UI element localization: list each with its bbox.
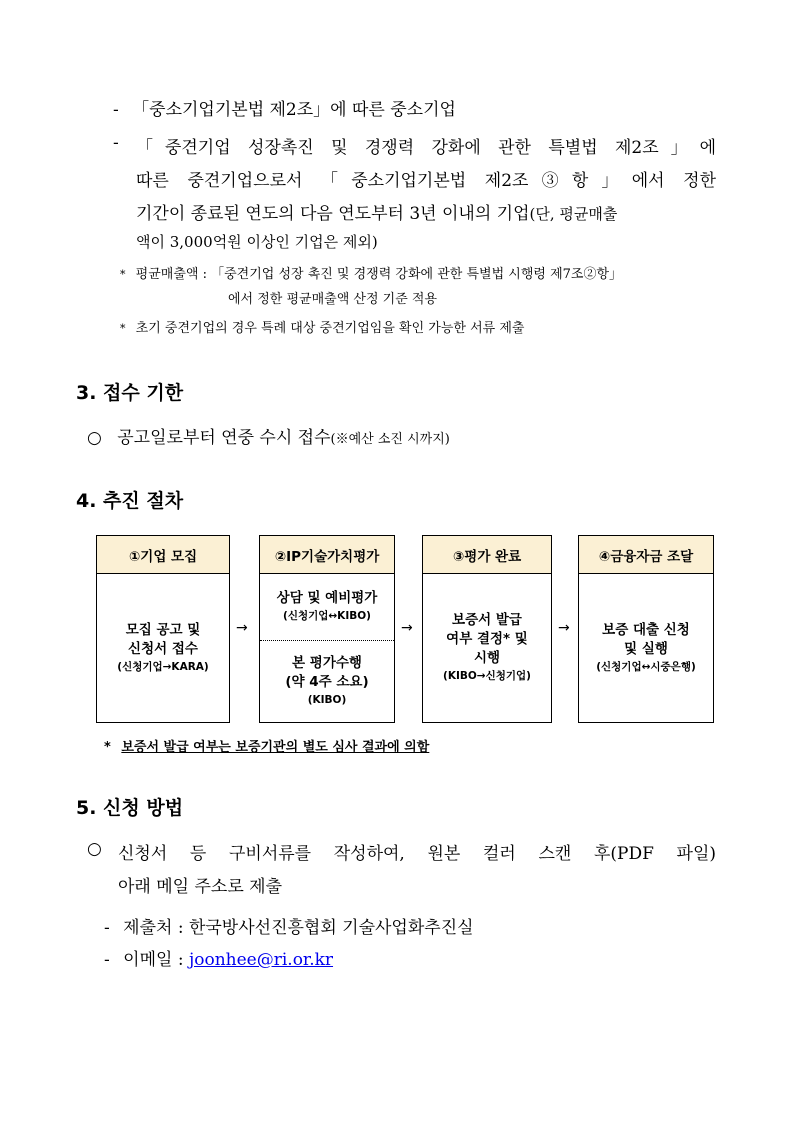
flow-arrow-icon: → <box>558 620 570 636</box>
email-row <box>104 945 333 970</box>
eligibility-item-2-line-2 <box>136 166 716 191</box>
list-dash: - <box>104 950 110 970</box>
step-1-line-2: 신청서 접수 <box>128 640 198 657</box>
section-3-heading: 3. 접수 기한 <box>76 382 184 404</box>
step-1-line-1: 모집 공고 및 <box>125 621 201 638</box>
step-3-line-1: 보증서 발급 <box>452 612 522 628</box>
step-3-body <box>423 573 551 722</box>
step-3-sub: (KIBO→신청기업) <box>443 670 531 682</box>
circle-bullet-icon: ○ <box>87 428 102 448</box>
step-4-line-2: 및 실행 <box>624 640 668 657</box>
step-3-title: ③평가 완료 <box>423 536 551 574</box>
note-2-text: 초기 중견기업의 경우 특례 대상 중견기업임을 확인 가능한 서류 제출 <box>135 321 525 336</box>
section-5-line-2: 아래 메일 주소로 제출 <box>118 877 283 897</box>
list-dash: - <box>113 133 119 153</box>
step-4-sub: (신청기업↔시중은행) <box>596 660 696 673</box>
footnote-asterisk: * <box>104 740 111 755</box>
step-3-line-2: 여부 결정* 및 <box>446 631 528 647</box>
step-3-box <box>422 535 552 723</box>
note-1-text: 평균매출액 : 「중견기업 성장 촉진 및 경쟁력 강화에 관한 특별법 시행령 제7조②항」 <box>135 267 623 282</box>
step-2-top-sub: (신청기업↔KIBO) <box>283 610 371 622</box>
eligibility-item-2-line-3 <box>136 199 617 224</box>
section-3-body: 공고일로부터 연중 수시 접수 <box>117 428 331 448</box>
eligibility-text-2c: 기간이 종료된 연도의 다음 연도부터 3년 이내의 기업 <box>136 204 530 224</box>
submit-to <box>104 913 474 938</box>
circle-bullet-icon: ○ <box>87 839 102 859</box>
step-2-bottom-sub: (KIBO) <box>307 694 347 706</box>
email-label: 이메일 : <box>123 950 189 970</box>
note-2 <box>120 317 524 336</box>
section-5-bullet <box>87 839 102 859</box>
step-2-box <box>259 535 395 723</box>
note-asterisk: * <box>120 268 126 281</box>
process-footnote <box>104 736 429 755</box>
section-5-text-1: 신청서 등 구비서류를 작성하여, 원본 컬러 스캔 후(PDF 파일) <box>118 844 716 864</box>
eligibility-item-2-line-1 <box>136 133 716 158</box>
step-2-bottom-line-2: (약 4주 소요) <box>285 674 369 690</box>
eligibility-text-2b: 따른 중견기업으로서 「중소기업기본법 제2조③항」에서 정한 <box>136 171 716 191</box>
note-1-line-2: 에서 정한 평균매출액 산정 기준 적용 <box>228 292 438 307</box>
step-1-sub: (신청기업→KARA) <box>117 660 209 673</box>
note-asterisk: * <box>120 322 126 335</box>
list-dash: - <box>113 100 119 120</box>
step-1-body <box>97 573 229 722</box>
note-1 <box>120 263 622 282</box>
step-3-line-3: 시행 <box>473 650 501 666</box>
eligibility-item-2-line-4: 액이 3,000억원 이상인 기업은 제외) <box>136 233 378 251</box>
section-5-heading: 5. 신청 방법 <box>76 797 184 819</box>
step-4-body <box>579 573 713 722</box>
eligibility-item-1 <box>113 95 456 120</box>
step-4-box <box>578 535 714 723</box>
step-2-title: ②IP기술가치평가 <box>260 536 394 574</box>
eligibility-text-2c-note: (단, 평균매출 <box>529 205 618 223</box>
step-2-bottom <box>260 640 394 722</box>
email-link[interactable]: joonhee@ri.or.kr <box>188 950 334 970</box>
step-4-line-1: 보증 대출 신청 <box>602 621 690 638</box>
flow-arrow-icon: → <box>236 620 248 636</box>
section-3-note: (※예산 소진 시까지) <box>330 432 450 447</box>
submit-to-text: 제출처 : 한국방사선진흥협회 기술사업화추진실 <box>123 918 474 938</box>
eligibility-item-2 <box>113 133 119 153</box>
step-1-title: ①기업 모집 <box>97 536 229 574</box>
eligibility-text-1: 「중소기업기본법 제2조」에 따른 중소기업 <box>132 100 456 120</box>
section-3-text <box>87 423 450 448</box>
step-2-top-line: 상담 및 예비평가 <box>276 590 378 606</box>
eligibility-text-2a: 「중견기업 성장촉진 및 경쟁력 강화에 관한 특별법 제2조」에 <box>136 138 716 158</box>
step-2-bottom-line-1: 본 평가수행 <box>292 655 362 671</box>
section-4-heading: 4. 추진 절차 <box>76 490 184 512</box>
footnote-text: 보증서 발급 여부는 보증기관의 별도 심사 결과에 의함 <box>121 740 430 755</box>
step-1-box <box>96 535 230 723</box>
flow-arrow-icon: → <box>401 620 413 636</box>
step-2-top <box>260 573 394 640</box>
list-dash: - <box>104 918 110 938</box>
section-5-line-1 <box>118 839 716 864</box>
step-4-title: ④금융자금 조달 <box>579 536 713 574</box>
